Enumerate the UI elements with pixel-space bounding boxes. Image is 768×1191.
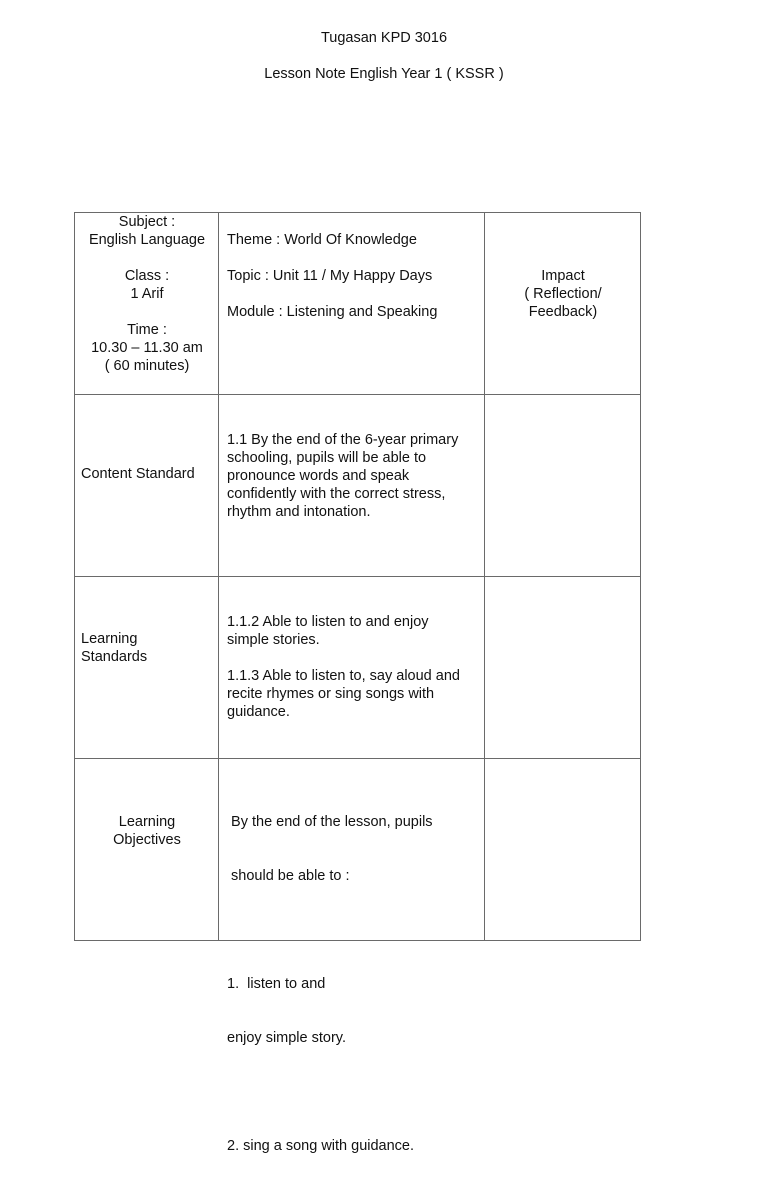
class-value: 1 Arif [130, 286, 164, 302]
theme-text: Theme : World Of Knowledge [227, 232, 417, 248]
learning-objectives-text-cell [219, 759, 485, 1154]
learning-standards-impact-cell [485, 577, 641, 759]
theme-topic-module [227, 231, 437, 321]
impact-line: ( Reflection/ [524, 286, 602, 302]
topic-text: Topic : Unit 11 / My Happy Days [227, 268, 433, 284]
learning-objectives-row [75, 759, 641, 941]
label-line: Learning [118, 814, 176, 830]
impact-line: Feedback) [528, 304, 598, 320]
content-standard-label: Content Standard [81, 466, 195, 482]
learning-standards-label [81, 630, 147, 666]
text-line: By the end of the lesson, pupils [227, 814, 433, 830]
label-line: Learning [81, 631, 138, 647]
module-text: Module : Listening and Speaking [227, 304, 438, 320]
impact-line: Impact [541, 268, 585, 284]
lesson-plan-table [74, 212, 641, 1154]
lesson-note-title: Lesson Note English Year 1 ( KSSR ) [264, 66, 504, 82]
time-value: 10.30 – 11.30 am [91, 340, 203, 356]
learning-objectives-label [75, 813, 219, 849]
time-label: Time : [127, 322, 167, 338]
text-line: simple stories. [227, 632, 320, 648]
text-line: pronounce words and speak [227, 468, 410, 484]
duration-value: ( 60 minutes) [104, 358, 190, 374]
learning-objectives-label-cell [75, 759, 219, 941]
lesson-details [75, 213, 219, 375]
learning-standards-label-cell [75, 577, 219, 759]
text-line: 1.1.3 Able to listen to, say aloud and [227, 668, 460, 684]
text-line: 2. sing a song with guidance. [227, 1138, 415, 1154]
subject-label: Subject : [118, 214, 176, 230]
learning-objectives-impact-cell [485, 759, 641, 941]
details-row [75, 213, 641, 395]
learning-objectives-text [227, 777, 481, 1191]
theme-cell [219, 213, 485, 395]
content-standard-label-cell [75, 395, 219, 577]
assignment-title: Tugasan KPD 3016 [320, 30, 448, 46]
text-line: 1.1.2 Able to listen to and enjoy [227, 614, 429, 630]
content-standard-row [75, 395, 641, 577]
label-line: Standards [81, 649, 148, 665]
text-line: rhythm and intonation. [227, 504, 371, 520]
learning-standards-row [75, 577, 641, 759]
text-line: confidently with the correct stress, [227, 486, 446, 502]
text-line: recite rhymes or sing songs with [227, 686, 435, 702]
text-line: 1. listen to and [227, 976, 326, 992]
subject-value: English Language [88, 232, 206, 248]
class-label: Class : [124, 268, 170, 284]
text-line: should be able to : [227, 868, 350, 884]
label-line: Objectives [113, 832, 181, 848]
text-line: 1.1 By the end of the 6-year primary [227, 432, 459, 448]
impact-cell [485, 213, 641, 395]
content-standard-impact-cell [485, 395, 641, 577]
content-standard-text [227, 431, 481, 521]
text-line: schooling, pupils will be able to [227, 450, 427, 466]
impact-heading [485, 267, 641, 321]
details-cell [75, 213, 219, 395]
learning-standards-text-cell [219, 577, 485, 759]
text-line: guidance. [227, 704, 290, 720]
text-line: enjoy simple story. [227, 1030, 346, 1046]
content-standard-text-cell [219, 395, 485, 577]
learning-standards-text [227, 613, 481, 721]
